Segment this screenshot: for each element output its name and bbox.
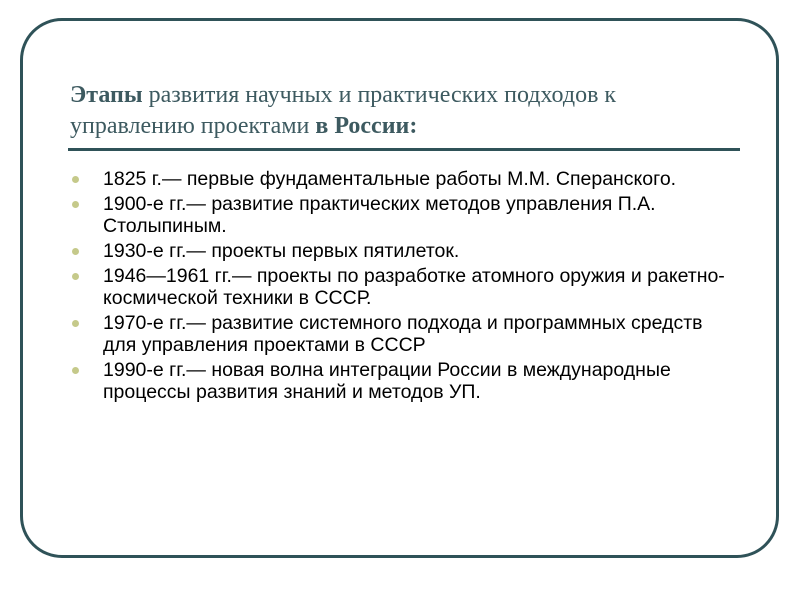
bullet-text: 1990-е гг.— новая волна интеграции России в международные процессы развития знаний и методов УП. [103,359,671,403]
bullet-dot-icon [72,367,79,374]
bullet-dot-icon [72,201,79,208]
bullet-text: 1970-е гг.— развитие системного подхода и программных средств для управления проектами в СССР [103,312,703,356]
title-bold-start: Этапы [70,82,143,108]
bullet-item-1825 [70,168,740,190]
bullet-dot-icon [72,176,79,183]
bullet-text: 1825 г.— первые фундаментальные работы М.М. Сперанского. [103,168,677,190]
bullet-text: 1946—1961 гг.— проекты по разработке атомного оружия и ракетно-космической техники в СССР. [103,265,725,309]
bullet-text: 1930-е гг.— проекты первых пятилеток. [103,240,460,262]
bullet-list [70,168,740,406]
title-colon: : [409,113,418,139]
bullet-item-1970s [70,312,740,356]
slide-title [70,80,720,142]
bullet-item-1930s [70,240,740,262]
bullet-text: 1900-е гг.— развитие практических методов управления П.А. Столыпиным. [103,193,656,237]
bullet-item-1946-1961 [70,265,740,309]
bullet-dot-icon [72,248,79,255]
bullet-dot-icon [72,320,79,327]
title-regular: развития научных и практических подходов к управлению проектами [70,82,617,139]
bullet-dot-icon [72,273,79,280]
title-bold-russia: в России [315,113,410,139]
bullet-item-1900s [70,193,740,237]
bullet-item-1990s [70,359,740,403]
title-divider [68,148,740,151]
